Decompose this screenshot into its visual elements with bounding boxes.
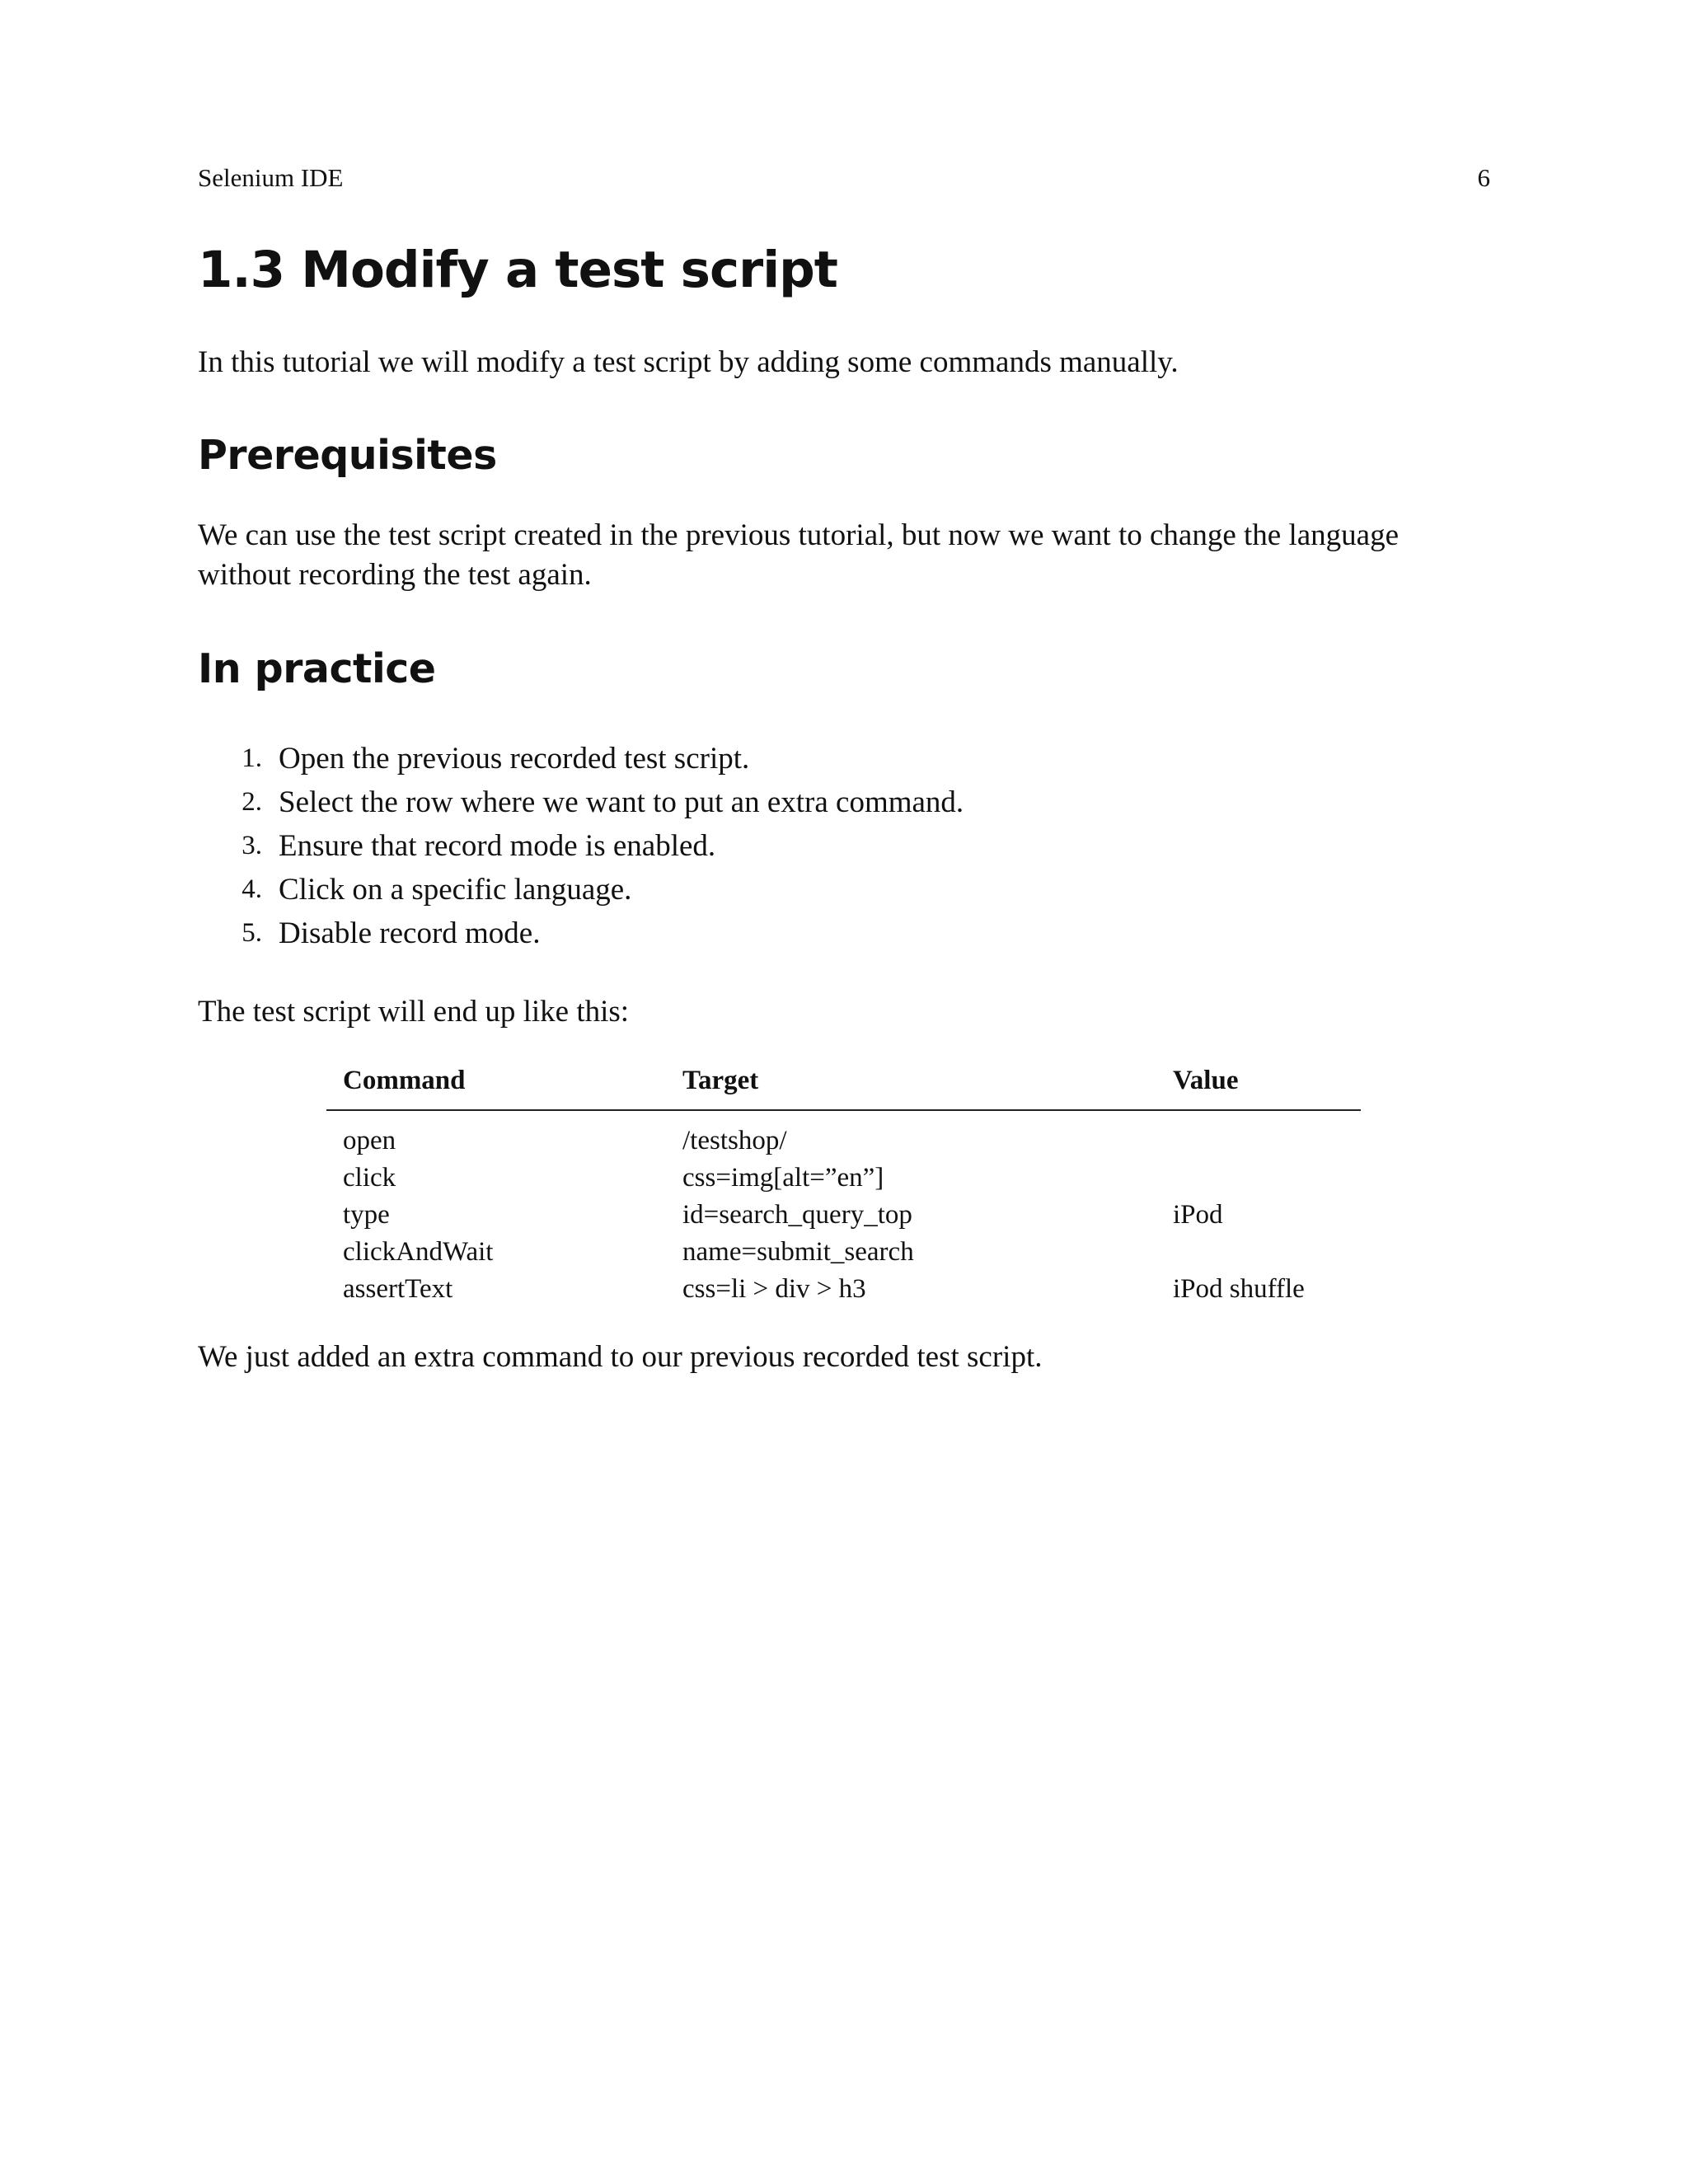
column-header-value: Value bbox=[1156, 1063, 1361, 1110]
command-cell: clickAndWait bbox=[343, 1237, 494, 1267]
step-number: 3. bbox=[241, 831, 262, 860]
step-number: 2. bbox=[241, 787, 262, 817]
target-cell: name=submit_search bbox=[682, 1237, 914, 1267]
value-cell bbox=[1156, 1234, 1361, 1271]
running-header bbox=[198, 162, 1490, 194]
prerequisites-paragraph: We can use the test script created in the previous tutorial, but now we want to change the language without recording the test again. bbox=[198, 518, 1400, 592]
page-number: 6 bbox=[1477, 163, 1490, 192]
step-text: Ensure that record mode is enabled. bbox=[279, 829, 716, 863]
in-practice-heading: In practice bbox=[198, 645, 436, 692]
table-row bbox=[326, 1197, 1361, 1234]
command-cell: open bbox=[343, 1126, 396, 1155]
intro-paragraph: In this tutorial we will modify a test script by adding some commands manually. bbox=[198, 345, 1179, 379]
table-header-row bbox=[326, 1063, 1361, 1110]
column-header-command: Command bbox=[326, 1063, 666, 1110]
target-cell: id=search_query_top bbox=[682, 1200, 912, 1230]
command-cell: assertText bbox=[343, 1274, 453, 1304]
step-number: 1. bbox=[241, 743, 262, 773]
running-title: Selenium IDE bbox=[198, 163, 344, 192]
value-cell bbox=[1156, 1110, 1361, 1160]
step-text: Open the previous recorded test script. bbox=[279, 742, 750, 776]
target-cell: css=li > div > h3 bbox=[682, 1274, 866, 1304]
value-cell: iPod bbox=[1173, 1200, 1223, 1230]
step-number: 5. bbox=[241, 918, 262, 948]
step-number: 4. bbox=[241, 874, 262, 904]
column-header-target: Target bbox=[666, 1063, 1156, 1110]
table-row bbox=[326, 1234, 1361, 1271]
list-item bbox=[198, 912, 964, 955]
table-row bbox=[326, 1160, 1361, 1197]
step-text: Select the row where we want to put an extra command. bbox=[279, 785, 964, 819]
value-cell: iPod shuffle bbox=[1173, 1274, 1305, 1304]
target-cell: css=img[alt=”en”] bbox=[682, 1163, 884, 1193]
target-cell: /testshop/ bbox=[682, 1126, 787, 1155]
step-text: Disable record mode. bbox=[279, 916, 541, 950]
closing-paragraph: We just added an extra command to our previous recorded test script. bbox=[198, 1340, 1043, 1374]
section-title: 1.3 Modify a test script bbox=[198, 241, 837, 299]
command-cell: click bbox=[343, 1163, 396, 1193]
table-row bbox=[326, 1110, 1361, 1160]
step-text: Click on a specific language. bbox=[279, 873, 632, 907]
document-page bbox=[198, 0, 1490, 2184]
list-item bbox=[198, 868, 964, 912]
command-table bbox=[326, 1063, 1361, 1308]
command-cell: type bbox=[343, 1200, 390, 1230]
value-cell bbox=[1156, 1160, 1361, 1197]
table-row bbox=[326, 1271, 1361, 1308]
list-item bbox=[198, 737, 964, 780]
list-item bbox=[198, 780, 964, 824]
list-item bbox=[198, 824, 964, 868]
steps-list bbox=[198, 737, 964, 955]
table-intro-paragraph: The test script will end up like this: bbox=[198, 995, 630, 1029]
prerequisites-heading: Prerequisites bbox=[198, 432, 497, 479]
